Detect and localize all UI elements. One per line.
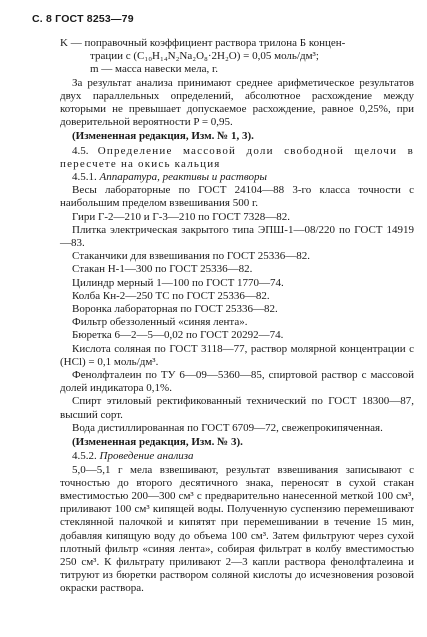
result-paragraph: За результат анализа принимают среднее арифметическое результатов двух параллельных определений, абсолютное расхождение между которыми не превышает допускаемое расхождение, равное 0,25%, при доверительной вероятности P = 0,95. (60, 76, 414, 129)
section-4-5-2-heading (60, 450, 414, 463)
section-4-5-1-heading (60, 171, 414, 184)
equipment-funnel: Воронка лабораторная по ГОСТ 25336—82. (72, 303, 278, 316)
m-definition: m — масса навески мела, г. (90, 63, 219, 76)
section-4-5-number: 4.5. (72, 144, 89, 157)
equipment-scales: Весы лабораторные по ГОСТ 24104—88 3-го класса точности с наибольшим пределом взвешивания 500 г. (60, 184, 414, 210)
section-4-5-2-number: 4.5.2. (72, 450, 97, 463)
section-4-5-heading (60, 145, 414, 171)
section-4-5-title: Определение массовой доли свободной щелочи в пересчете на окись кальция (60, 144, 415, 170)
amendment-note-1-3: (Измененная редакция, Изм. № 1, 3). (72, 130, 254, 143)
k-definition-line-2: трации с (C₁₀H₁₄N₂Na₂O₈·2H₂O) = 0,05 моль/дм³; (90, 50, 319, 63)
equipment-flask: Колба Кн-2—250 ТС по ГОСТ 25336—82. (72, 289, 270, 302)
document-body (60, 37, 414, 596)
equipment-beaker: Стакан Н-1—300 по ГОСТ 25336—82. (72, 263, 253, 276)
reagent-ethyl-alcohol: Спирт этиловый ректификованный технический по ГОСТ 18300—87, высший сорт. (60, 395, 414, 421)
reagent-hydrochloric-acid: Кислота соляная по ГОСТ 3118—77, раствор молярной концентрации с (HCl) = 0,1 моль/дм³. (60, 342, 414, 368)
section-4-5-2-title: Проведение анализа (99, 450, 194, 463)
equipment-cylinder: Цилиндр мерный 1—100 по ГОСТ 1770—74. (72, 276, 284, 289)
equipment-weights: Гири Г-2—210 и Г-3—210 по ГОСТ 7328—82. (72, 210, 291, 223)
procedure-paragraph: 5,0—5,1 г мела взвешивают, результат взвешивания записывают с точностью до второго десятичного знака, переносят в сухой стакан вместимостью 200—300 см³ с предварительно нанесенной меткой 100 см³, приливают 100 см³ кипящей воды. Полученную суспензию перемешивают стеклянной палочкой и кипятят при перемешивании в течение 15 мин, добавляя кипящую воду до объема 100 см³. Затем фильтруют через сухой плотный фильтр «синяя лента», собирая фильтрат в колбу вместимостью 250 см³. К фильтрату приливают 2—3 капли раствора фенолфталеина и титруют из бюретки раствором соляной кислоты до исчезновения розовой окраски раствора. (60, 463, 414, 595)
page-header: С. 8 ГОСТ 8253—79 (32, 13, 134, 25)
reagent-distilled-water: Вода дистиллированная по ГОСТ 6709—72, свежепрокипяченная. (72, 421, 383, 434)
equipment-filter: Фильтр обеззоленный «синяя лента». (72, 316, 248, 329)
section-4-5-1-number: 4.5.1. (72, 171, 97, 184)
amendment-note-3: (Измененная редакция, Изм. № 3). (72, 436, 243, 449)
equipment-weighing-cups: Стаканчики для взвешивания по ГОСТ 25336—82. (72, 250, 311, 263)
equipment-burette: Бюретка 6—2—5—0,02 по ГОСТ 20292—74. (72, 329, 284, 342)
section-4-5-1-title: Аппаратура, реактивы и растворы (99, 171, 267, 184)
equipment-stove: Плитка электрическая закрытого типа ЭПШ-1—08/220 по ГОСТ 14919—83. (60, 223, 414, 250)
reagent-phenolphthalein: Фенолфталеин по ТУ 6—09—5360—85, спиртовой раствор с массовой долей индикатора 0,1%. (60, 369, 414, 395)
k-definition-line-1: K — поправочный коэффициент раствора трилона Б концен- (60, 37, 346, 49)
